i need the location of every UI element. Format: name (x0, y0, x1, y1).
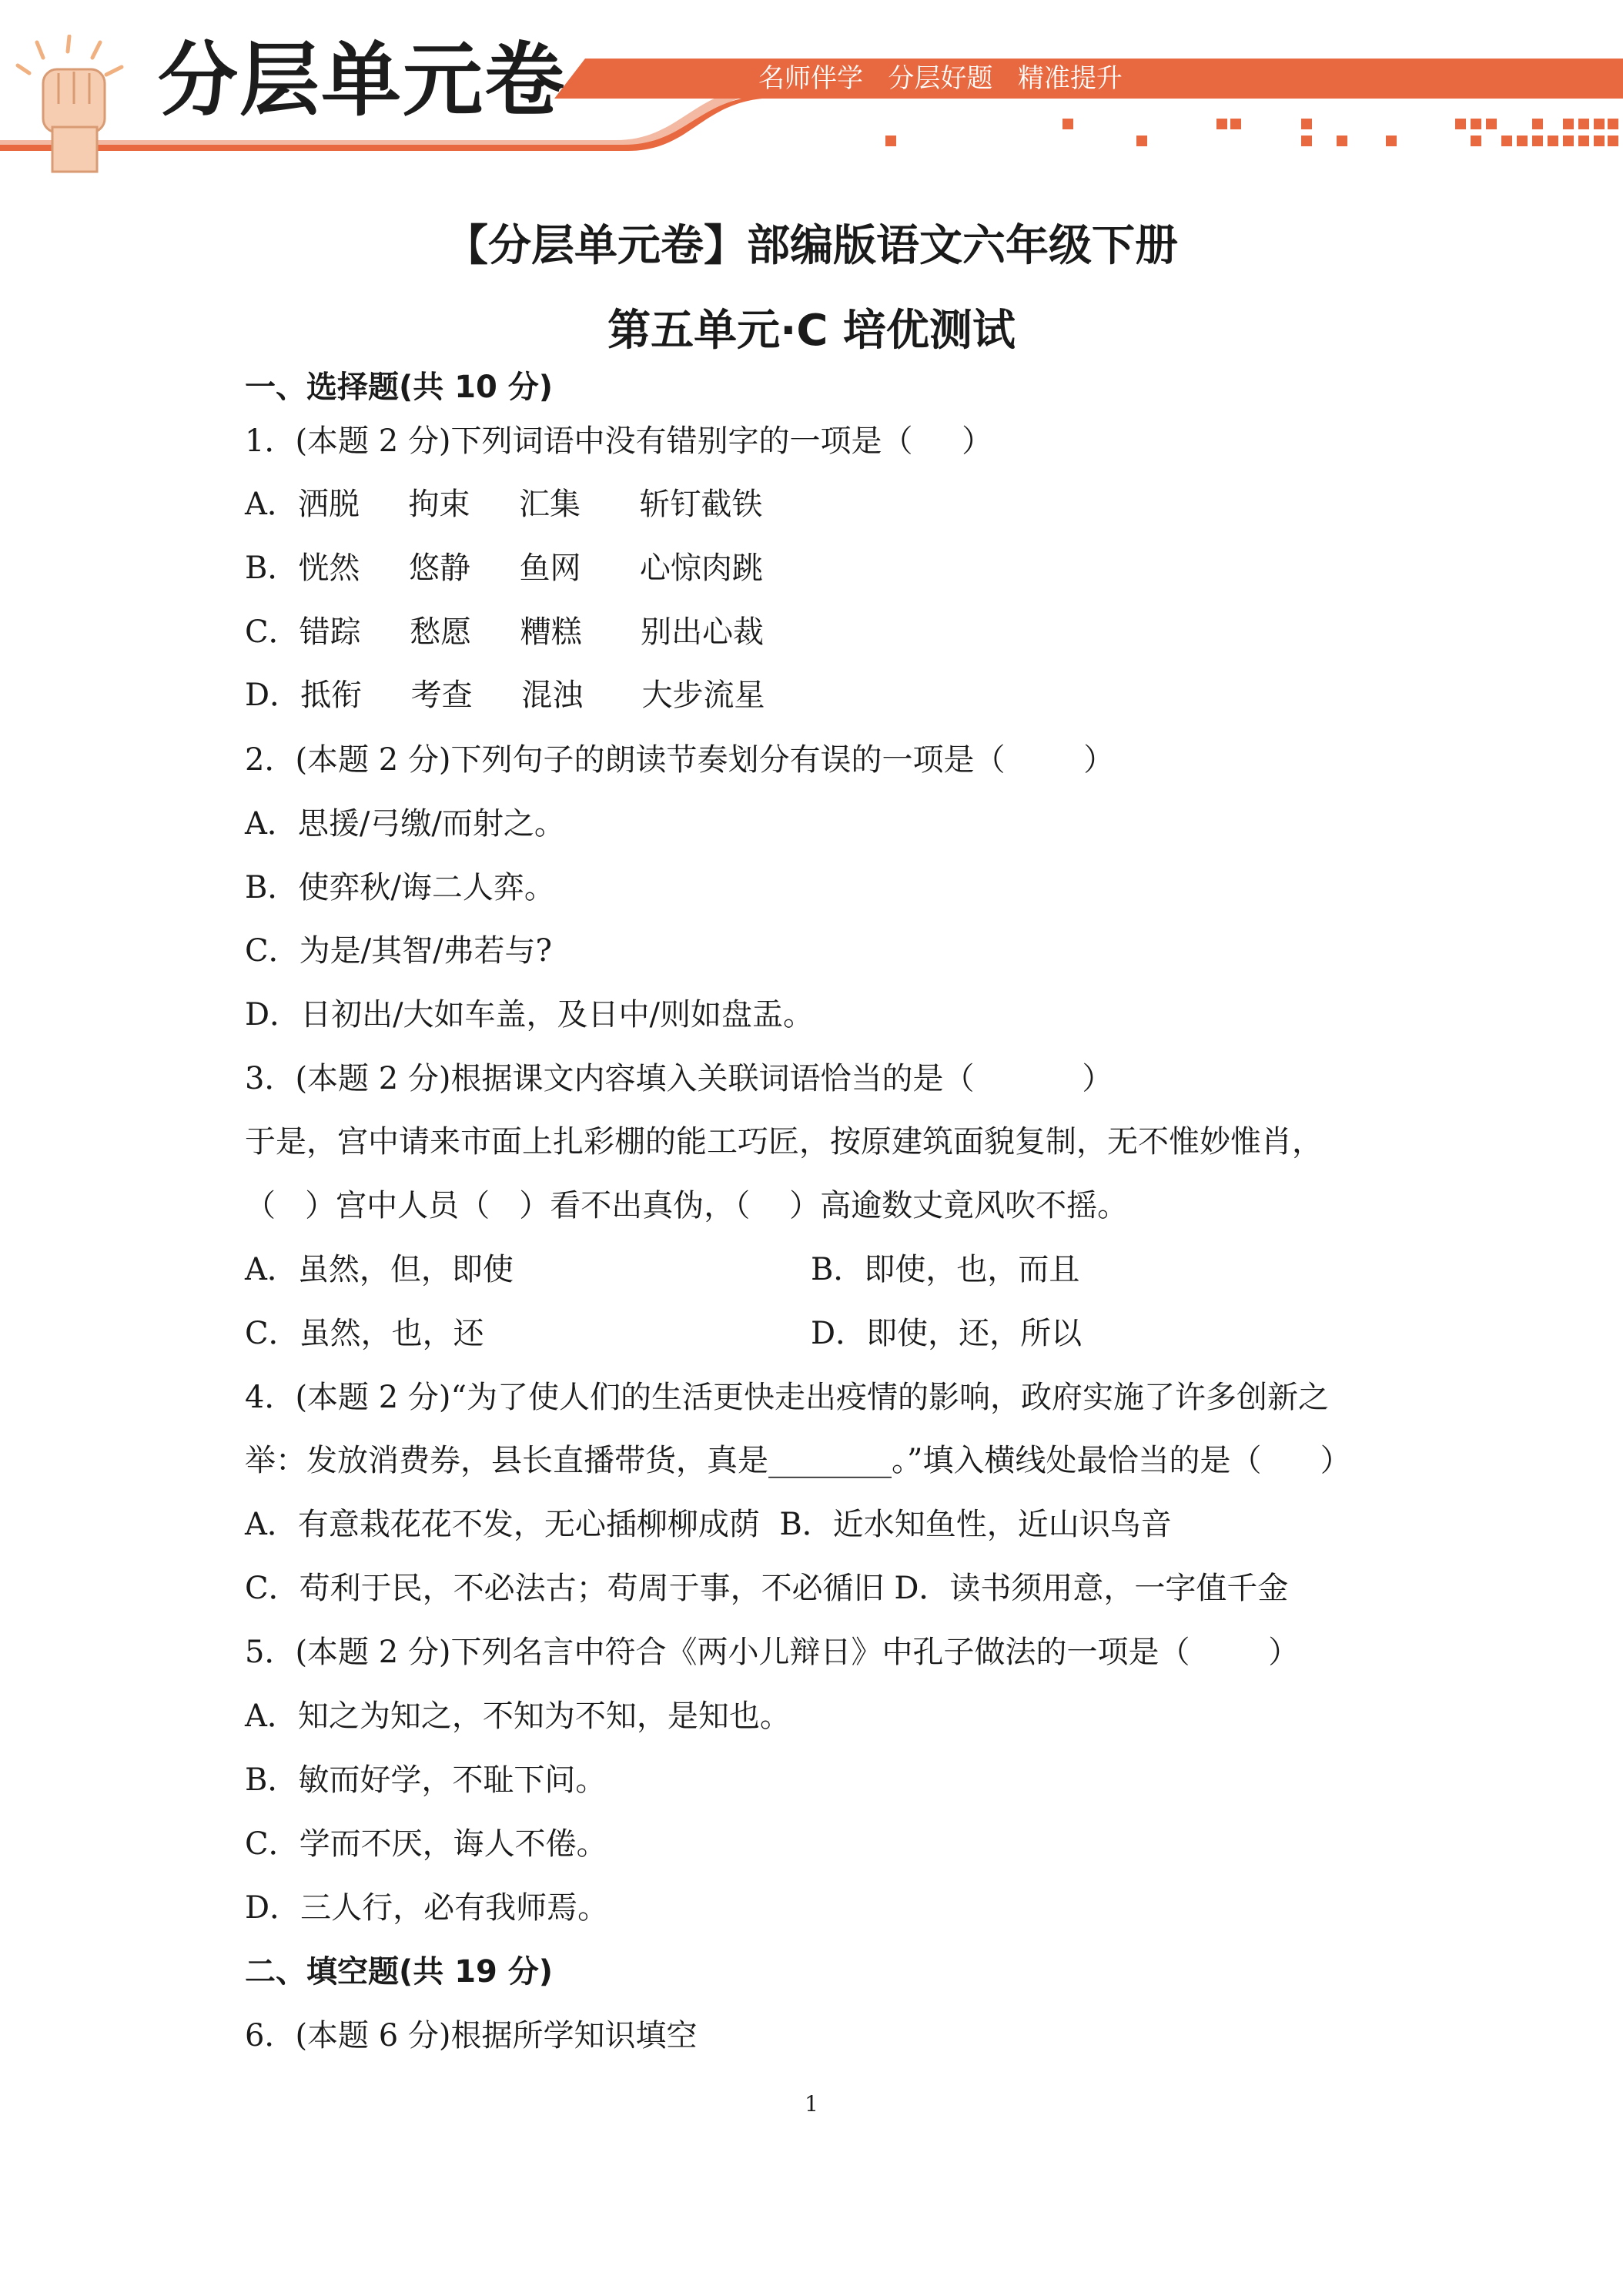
q4-options-ab: A．有意栽花花不发，无心插柳柳成荫 B．近水知鱼性，近山识鸟音 (245, 1507, 1172, 1542)
q5-option-a: A．知之为知之，不知为不知，是知也。 (245, 1699, 791, 1734)
q3-passage-line-2: （ ）宫中人员（ ）看不出真伪，（ ）高逾数丈竟风吹不摇。 (245, 1188, 1129, 1223)
q3-passage-line-1: 于是，宫中请来市面上扎彩棚的能工巧匠，按原建筑面貌复制，无不惟妙惟肖， (245, 1124, 1323, 1160)
section-heading-2: 二、填空题(共 19 分) (245, 1954, 554, 1990)
q2-option-c: C．为是/其智/弗若与? (245, 933, 553, 969)
q5-option-c: C．学而不厌，诲人不倦。 (245, 1826, 607, 1862)
q5-option-d: D．三人行，必有我师焉。 (245, 1890, 609, 1926)
question-1: 1．(本题 2 分)下列词语中没有错别字的一项是（ ） (245, 423, 993, 459)
q1-option-b: B．恍然 悠静 鱼网 心惊肉跳 (245, 551, 763, 586)
q1-option-d: D．抵衔 考查 混浊 大步流星 (245, 678, 765, 713)
header-dot-decoration (0, 0, 1623, 169)
q2-option-a: A．思援/弓缴/而射之。 (245, 806, 565, 842)
q2-option-b: B．使弈秋/诲二人弈。 (245, 870, 555, 905)
page-number: 1 (805, 2091, 818, 2117)
question-2: 2．(本题 2 分)下列句子的朗读节奏划分有误的一项是（ ） (245, 742, 1115, 778)
q3-option-d: D．即使，还，所以 (811, 1316, 1083, 1351)
q1-option-a: A．洒脱 拘束 汇集 斩钉截铁 (245, 487, 763, 522)
q5-option-b: B．敏而好学，不耻下问。 (245, 1762, 607, 1798)
exam-subtitle: 第五单元·C 培优测试 (607, 306, 1016, 356)
header-tagline: 名师伴学 分层好题 精准提升 (758, 63, 1123, 94)
question-6: 6．(本题 6 分)根据所学知识填空 (245, 2018, 698, 2053)
question-5: 5．(本题 2 分)下列名言中符合《两小儿辩日》中孔子做法的一项是（ ） (245, 1635, 1300, 1670)
exam-title: 【分层单元卷】部编版语文六年级下册 (445, 221, 1178, 271)
q3-option-a: A．虽然，但，即使 (245, 1252, 514, 1287)
question-3: 3．(本题 2 分)根据课文内容填入关联词语恰当的是（ ） (245, 1061, 1113, 1096)
section-heading-1: 一、选择题(共 10 分) (245, 370, 554, 405)
q4-options-cd: C．苟利于民，不必法古；苟周于事，不必循旧 D．读书须用意，一字值千金 (245, 1571, 1289, 1606)
q3-option-c: C．虽然，也，还 (245, 1316, 484, 1351)
brand-title: 分层单元卷 (158, 33, 567, 127)
q1-option-c: C．错踪 愁愿 糟糕 别出心裁 (245, 614, 765, 650)
question-4-line-1: 4．(本题 2 分)“为了使人们的生活更快走出疫情的影响，政府实施了许多创新之 (245, 1380, 1329, 1415)
q2-option-d: D．日初出/大如车盖，及日中/则如盘盂。 (245, 997, 815, 1033)
q3-option-b: B．即使，也，而且 (811, 1252, 1080, 1287)
question-4-line-2: 举：发放消费券，县长直播带货，真是________。”填入横线处最恰当的是（ ） (245, 1443, 1351, 1478)
page-header (0, 0, 1623, 169)
